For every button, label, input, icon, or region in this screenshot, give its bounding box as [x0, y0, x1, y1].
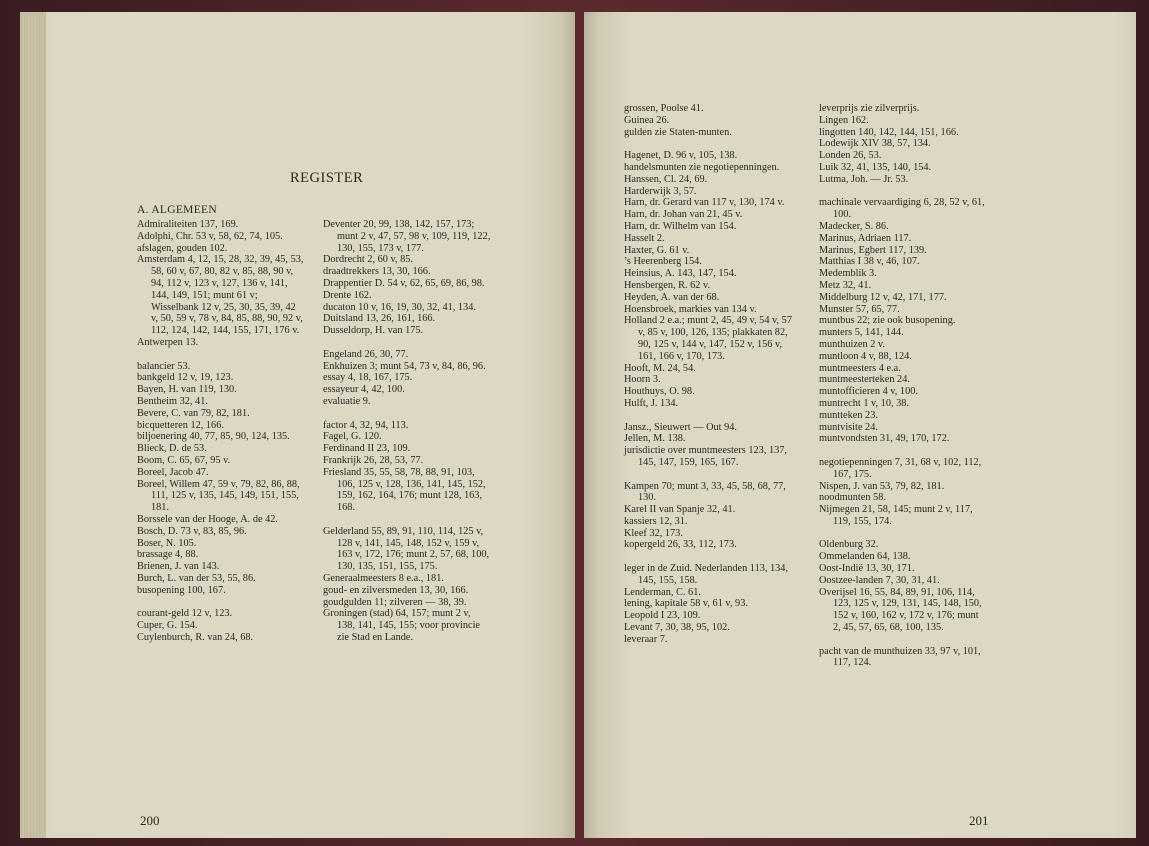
index-entry: Bevere, C. van 79, 82, 181. [137, 407, 250, 419]
index-entry: Overijsel 16, 55, 84, 89, 91, 106, 114, 123, 125 v, 129, 131, 145, 148, 150, 152 v, 160, 162 v, 172 v, 176; munt 2, 45, 57, 65, 68, 100, 135. [819, 586, 982, 634]
index-entry: Blieck, D. de 53. [137, 443, 207, 455]
index-entry: kopergeld 26, 33, 112, 173. [624, 539, 737, 551]
index-entry: bicquetteren 12, 166. [137, 419, 224, 431]
index-entry: Oost-Indië 13, 30, 171. [819, 563, 915, 575]
index-entry: muntteken 23. [819, 409, 878, 421]
index-entry: Amsterdam 4, 12, 15, 28, 32, 39, 45, 53, 58, 60 v, 67, 80, 82 v, 85, 88, 90 v, 94, 112 v, 123 v, 127, 136 v, 141, 144, 149, 151; munt 61 v; Wisselbank 12 v, 25, 30, 35, 39, 42 v, 50, 59 v, 78 v, 84, 85, 88, 90, 92 v, 112, 124, 142, 144, 155, 171, 176 v. [137, 254, 304, 337]
entry-spacer [624, 138, 794, 150]
index-entry: Heinsius, A. 143, 147, 154. [624, 268, 737, 280]
index-entry: Ommelanden 64, 138. [819, 551, 911, 563]
index-entry: Kampen 70; munt 3, 33, 45, 58, 68, 77, 130. [624, 480, 786, 504]
page-edges [20, 12, 46, 838]
index-entry: draadtrekkers 13, 30, 166. [323, 266, 431, 278]
index-entry: busopening 100, 167. [137, 584, 226, 596]
index-entry: Madecker, S. 86. [819, 220, 889, 232]
index-entry: Matthias I 38 v, 46, 107. [819, 256, 920, 268]
index-entry: Hulft, J. 134. [624, 397, 679, 409]
index-entry: Oldenburg 32. [819, 539, 879, 551]
index-entry: Londen 26, 53. [819, 150, 882, 162]
index-entry: munthuizen 2 v. [819, 338, 885, 350]
index-entry: Metz 32, 41. [819, 279, 872, 291]
index-entry: Guinea 26. [624, 114, 670, 126]
index-entry: Drente 162. [323, 289, 372, 301]
index-entry: negotiepenningen 7, 31, 68 v, 102, 112, 167, 175. [819, 456, 982, 480]
index-entry: Deventer 20, 99, 138, 142, 157, 173; munt 2 v, 47, 57, 98 v, 109, 119, 122, 130, 155, 173 v, 177. [323, 219, 491, 254]
index-entry: leverprijs zie zilverprijs. [819, 103, 920, 114]
index-entry: Lingen 162. [819, 114, 869, 126]
index-entry: noodmunten 58. [819, 492, 886, 504]
index-entry: Lutma, Joh. — Jr. 53. [819, 173, 909, 185]
index-entry: Harn, dr. Wilhelm van 154. [624, 220, 737, 232]
index-entry: Burch, L. van der 53, 55, 86. [137, 572, 256, 584]
index-entry: Brienen, J. van 143. [137, 561, 220, 573]
index-entry: Admiraliteiten 137, 169. [137, 219, 239, 230]
index-entry: Levant 7, 30, 38, 95, 102. [624, 622, 730, 634]
index-entry: Harn, dr. Johan van 21, 45 v. [624, 209, 743, 221]
index-entry: muntloon 4 v, 88, 124. [819, 350, 912, 362]
index-entry: ’s Heerenberg 154. [624, 256, 702, 268]
index-entry: Ferdinand II 23, 109. [323, 443, 411, 455]
index-column-2 [323, 219, 491, 644]
index-entry: Jellen, M. 138. [624, 433, 686, 445]
index-entry: machinale vervaardiging 6, 28, 52 v, 61, 100. [819, 197, 985, 221]
index-entry: Luik 32, 41, 135, 140, 154. [819, 161, 932, 173]
index-entry: essay 4, 18, 167, 175. [323, 372, 413, 384]
entry-spacer [323, 514, 491, 526]
index-entry: Gelderland 55, 89, 91, 110, 114, 125 v, 128 v, 141, 145, 148, 152 v, 159 v, 163 v, 172, 176; munt 2, 57, 68, 100, 130, 135, 151, 155, 175. [323, 525, 490, 573]
index-entry: Hasselt 2. [624, 232, 665, 244]
index-entry: Dordrecht 2, 60 v, 85. [323, 254, 413, 266]
index-entry: Munster 57, 65, 77. [819, 303, 900, 315]
index-entry: Dusseldorp, H. van 175. [323, 325, 424, 337]
index-entry: Boser, N. 105. [137, 537, 197, 549]
index-entry: ducaton 10 v, 16, 19, 30, 32, 41, 134. [323, 301, 476, 313]
index-entry: Jansz., Sieuwert — Out 94. [624, 421, 737, 433]
index-entry: muntbus 22; zie ook busopening. [819, 315, 956, 327]
index-entry: courant-geld 12 v, 123. [137, 608, 233, 620]
index-entry: Hanssen, Cl. 24, 69. [624, 173, 708, 185]
entry-spacer [624, 410, 794, 422]
index-entry: muntvondsten 31, 49, 170, 172. [819, 433, 950, 445]
index-entry: muntmeesterteken 24. [819, 374, 910, 386]
index-entry: Bayen, H. van 119, 130. [137, 384, 237, 396]
index-entry: goud- en zilversmeden 13, 30, 166. [323, 584, 469, 596]
index-entry: Cuylenburch, R. van 24, 68. [137, 631, 254, 643]
section-heading: A. ALGEMEEN [137, 204, 217, 216]
index-entry: Engeland 26, 30, 77. [323, 348, 409, 360]
entry-spacer [137, 597, 305, 609]
index-entry: Leopold I 23, 109. [624, 610, 701, 622]
index-entry: Hensbergen, R. 62 v. [624, 279, 711, 291]
index-entry: factor 4, 32, 94, 113. [323, 419, 409, 431]
index-entry: Drappentier D. 54 v, 62, 65, 69, 86, 98. [323, 277, 485, 289]
index-entry: Boreel, Jacob 47. [137, 466, 209, 478]
index-entry: Nijmegen 21, 58, 145; munt 2 v, 117, 119, 155, 174. [819, 504, 973, 527]
index-entry: Antwerpen 13. [137, 336, 199, 348]
index-entry: Lenderman, C. 61. [624, 586, 701, 598]
index-column-1 [137, 219, 305, 644]
entry-spacer [323, 408, 491, 420]
index-entry: bankgeld 12 v, 19, 123. [137, 372, 234, 384]
entry-spacer [624, 551, 794, 563]
index-entry: Haxter, G. 61 v. [624, 244, 690, 256]
index-entry: Harn, dr. Gerard van 117 v, 130, 174 v. [624, 197, 785, 209]
index-entry: Nispen, J. van 53, 79, 82, 181. [819, 480, 945, 492]
index-entry: Middelburg 12 v, 42, 171, 177. [819, 291, 947, 303]
index-entry: lingotten 140, 142, 144, 151, 166. [819, 126, 959, 138]
index-entry: Hoorn 3. [624, 374, 661, 386]
index-entry: Friesland 35, 55, 58, 78, 88, 91, 103, 106, 125 v, 128, 136, 141, 145, 152, 159, 162, 164, 176; munt 128, 163, 168. [323, 466, 486, 514]
index-entry: Adolphi, Chr. 53 v, 58, 62, 74, 105. [137, 230, 283, 242]
index-entry: Groningen (stad) 64, 157; munt 2 v, 138, 141, 145, 155; voor provincie zie Stad en Lande. [323, 608, 480, 643]
index-entry: goudgulden 11; zilveren — 38, 39. [323, 596, 467, 608]
index-entry: handelsmunten zie negotiepenningen. [624, 161, 780, 173]
index-entry: Fagel, G. 120. [323, 431, 382, 443]
page-title: REGISTER [290, 170, 364, 186]
index-entry: leveraar 7. [624, 633, 668, 645]
entry-spacer [323, 337, 491, 349]
index-entry: brassage 4, 88. [137, 549, 199, 561]
index-entry: Houthuys, O. 98. [624, 386, 695, 398]
index-entry: Marinus, Adriaen 117. [819, 232, 912, 244]
index-entry: Oostzee-landen 7, 30, 31, 41. [819, 574, 940, 586]
page-number-left: 200 [140, 813, 160, 828]
index-entry: Duitsland 13, 26, 161, 166. [323, 313, 436, 325]
index-entry: Borssele van der Hooge, A. de 42. [137, 513, 278, 525]
index-entry: Heyden, A. van der 68. [624, 291, 720, 303]
index-entry: munters 5, 141, 144. [819, 327, 904, 339]
index-entry: Cuper, G. 154. [137, 620, 198, 632]
index-entry: Kleef 32, 173. [624, 527, 683, 539]
index-entry: Boom, C. 65, 67, 95 v. [137, 454, 231, 466]
index-entry: biljoenering 40, 77, 85, 90, 124, 135. [137, 431, 290, 443]
index-entry: muntofficieren 4 v, 100. [819, 386, 918, 398]
index-entry: leger in de Zuid. Nederlanden 113, 134, 145, 155, 158. [624, 563, 789, 586]
index-entry: Generaalmeesters 8 e.a., 181. [323, 572, 444, 584]
entry-spacer [819, 186, 987, 198]
index-entry: essayeur 4, 42, 100. [323, 384, 405, 396]
entry-spacer [819, 634, 987, 646]
index-entry: balancier 53. [137, 360, 191, 372]
index-entry: Hooft, M. 24, 54. [624, 362, 696, 374]
index-entry: Marinus, Egbert 117, 139. [819, 244, 927, 256]
index-entry: Karel II van Spanje 32, 41. [624, 504, 736, 516]
index-entry: jurisdictie over muntmeesters 123, 137, 145, 147, 159, 165, 167. [624, 445, 788, 468]
index-entry: muntvisite 24. [819, 421, 878, 433]
index-entry: Lodewijk XIV 38, 57, 134. [819, 138, 931, 150]
index-entry: Bosch, D. 73 v, 83, 85, 96. [137, 525, 247, 537]
entry-spacer [624, 469, 794, 481]
index-column-3 [624, 103, 794, 646]
entry-spacer [137, 349, 305, 361]
index-entry: muntmeesters 4 e.a. [819, 362, 901, 374]
entry-spacer [819, 445, 987, 457]
index-column-4 [819, 103, 987, 669]
index-entry: Harderwijk 3, 57. [624, 185, 697, 197]
index-entry: Boreel, Willem 47, 59 v, 79, 82, 86, 88, 111, 125 v, 135, 145, 149, 151, 155, 181. [137, 478, 300, 514]
index-entry: pacht van de munthuizen 33, 97 v, 101, 117, 124. [819, 645, 981, 669]
index-entry: Medemblik 3. [819, 268, 877, 280]
index-entry: afslagen, gouden 102. [137, 242, 228, 254]
index-entry: Hoensbroek, markies van 134 v. [624, 303, 757, 315]
index-entry: Holland 2 e.a.; munt 2, 45, 49 v, 54 v, 57 v, 85 v, 100, 126, 135; plakkaten 82, 90, 125 v, 144 v, 147, 152 v, 156 v, 161, 166 v, 170, 173. [624, 315, 792, 362]
index-entry: Frankrijk 26, 28, 53, 77. [323, 454, 424, 466]
index-entry: muntrecht 1 v, 10, 38. [819, 397, 909, 409]
index-entry: Bentheim 32, 41. [137, 395, 208, 407]
page-number-right: 201 [969, 813, 989, 828]
index-entry: Hagenet, D. 96 v, 105, 138. [624, 150, 738, 162]
index-entry: kassiers 12, 31. [624, 515, 688, 527]
index-entry: lening, kapitale 58 v, 61 v, 93. [624, 598, 748, 610]
entry-spacer [819, 528, 987, 540]
index-entry: gulden zie Staten-munten. [624, 126, 732, 138]
index-entry: Enkhuizen 3; munt 54, 73 v, 84, 86, 96. [323, 360, 486, 372]
index-entry: evaluatie 9. [323, 395, 371, 407]
index-entry: grossen, Poolse 41. [624, 103, 704, 114]
